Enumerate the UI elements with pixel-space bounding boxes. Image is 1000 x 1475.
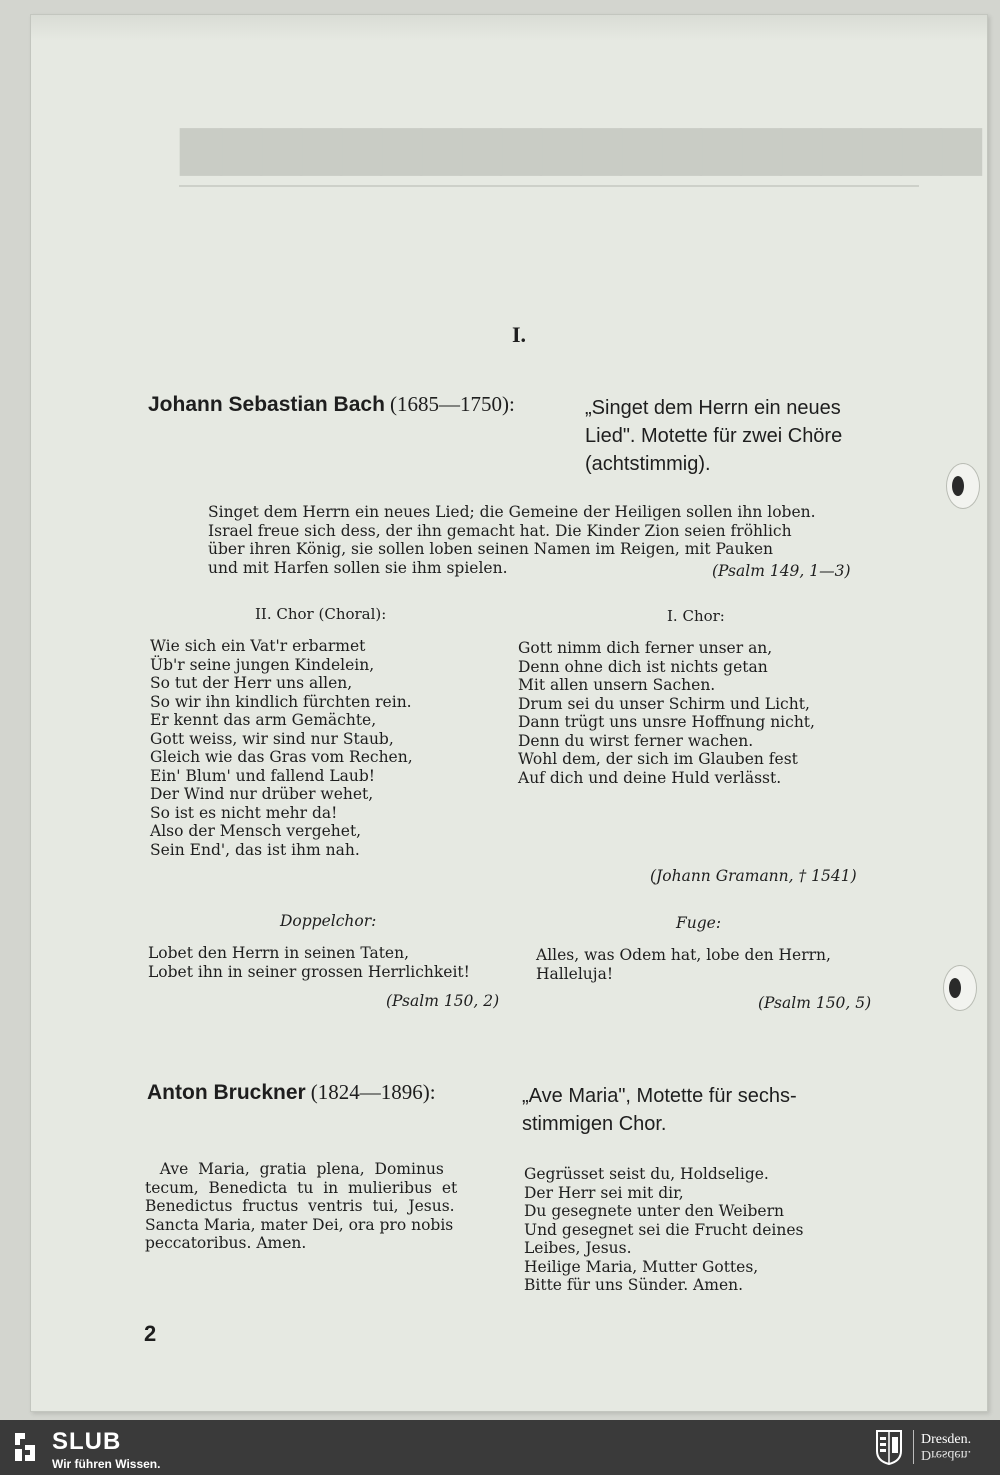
footer-bar xyxy=(0,1420,1000,1475)
punch-hole xyxy=(943,965,977,1011)
choir-2-heading: II. Chor (Choral): xyxy=(255,605,387,623)
dresden-wordmark-text: Dresden. xyxy=(921,1432,972,1447)
composer-name: Anton Bruckner xyxy=(147,1081,306,1104)
fuge-heading: Fuge: xyxy=(676,914,722,932)
slub-logo-icon xyxy=(12,1431,38,1463)
choir-1-text: Gott nimm dich ferner unser an, Denn ohne dich ist nichts getan Mit allen unsern Sachen. Drum sei du unser Schirm und Licht, Dann trügt uns unsre Hoffnung nicht, Denn du wirst ferner wachen. Wohl dem, der sich im Glauben fest Auf dich und deine Huld verlässt. xyxy=(518,639,815,787)
choir-1-heading: I. Chor: xyxy=(667,607,725,625)
bleed-through-rule xyxy=(179,185,919,187)
work-title-line: stimmigen Chor. xyxy=(522,1113,667,1135)
work-title-line: (achtstimmig). xyxy=(585,453,711,475)
work-title-line: „Singet dem Herrn ein neues xyxy=(585,397,841,419)
bleed-through-title: ▆▆▆▆▆▆▆▆▆▆▆▆▆▆▆▆▆▆▆▆ xyxy=(181,116,981,174)
library-name: SLUB xyxy=(52,1428,122,1455)
section-number: I. xyxy=(512,322,527,347)
work-title-line: „Ave Maria", Motette für sechs- xyxy=(522,1085,797,1107)
bruckner-heading xyxy=(147,1080,436,1105)
ave-maria-latin-text: Ave Maria, gratia plena, Dominus tecum, Benedicta tu in mulieribus et Benedictus fructus ventris tui, Jesus. Sancta Maria, mater Dei, ora pro nobis peccatoribus. Amen. xyxy=(145,1160,458,1252)
footer-divider xyxy=(913,1430,914,1464)
fuge-text: Alles, was Odem hat, lobe den Herrn, Halleluja! xyxy=(536,946,831,983)
fuge-source: (Psalm 150, 5) xyxy=(758,994,872,1012)
dresden-wordmark-reflection: Dresden. xyxy=(921,1447,972,1462)
page-edge-shadow xyxy=(31,15,987,41)
composer-name: Johann Sebastian Bach xyxy=(148,393,385,416)
doppelchor-text: Lobet den Herrn in seinen Taten, Lobet ihn in seiner grossen Herrlichkeit! xyxy=(148,944,470,981)
composer-dates: (1685—1750): xyxy=(390,392,515,416)
work-title-line: Lied". Motette für zwei Chöre xyxy=(585,425,843,447)
doppelchor-heading: Doppelchor: xyxy=(280,912,377,930)
page-number: 2 xyxy=(144,1321,157,1346)
composer-dates: (1824—1896): xyxy=(310,1080,436,1104)
bach-heading xyxy=(148,392,515,417)
punch-hole xyxy=(946,463,980,509)
bruckner-work-title xyxy=(522,1082,797,1138)
bach-work-title xyxy=(585,394,842,478)
choir-2-text: Wie sich ein Vat'r erbarmet Üb'r seine jungen Kindelein, So tut der Herr uns allen, So wir ihn kindlich fürchten rein. Er kennt das arm Gemächte, Gott weiss, wir sind nur Staub, Gleich wie das Gras vom Rechen, Ein' Blum' und fallend Laub! Der Wind nur drüber wehet, So ist es nicht mehr da! Also der Mensch vergehet, Sein End', das ist ihm nah. xyxy=(150,637,413,859)
dresden-wordmark xyxy=(921,1432,971,1462)
library-tagline: Wir führen Wissen. xyxy=(52,1457,161,1471)
doppelchor-source: (Psalm 150, 2) xyxy=(386,992,500,1010)
dresden-coat-of-arms-icon xyxy=(875,1429,903,1465)
psalm-intro-text: Singet dem Herrn ein neues Lied; die Gemeine der Heiligen sollen ihn loben. Israel freue sich dess, der ihn gemacht hat. Die Kinder Zion seien fröhlich über ihren König, sie sollen loben seinen Namen im Reigen, mit Pauken und mit Harfen sollen sie ihm spielen. xyxy=(208,503,816,577)
ave-maria-german-text: Gegrüsset seist du, Holdselige. Der Herr sei mit dir, Du gesegnete unter den Weibern Und gesegnet sei die Frucht deines Leibes, Jesus. Heilige Maria, Mutter Gottes, Bitte für uns Sünder. Amen. xyxy=(524,1165,804,1294)
psalm-intro-source: (Psalm 149, 1—3) xyxy=(712,562,851,580)
choir-1-source: (Johann Gramann, † 1541) xyxy=(650,867,857,885)
